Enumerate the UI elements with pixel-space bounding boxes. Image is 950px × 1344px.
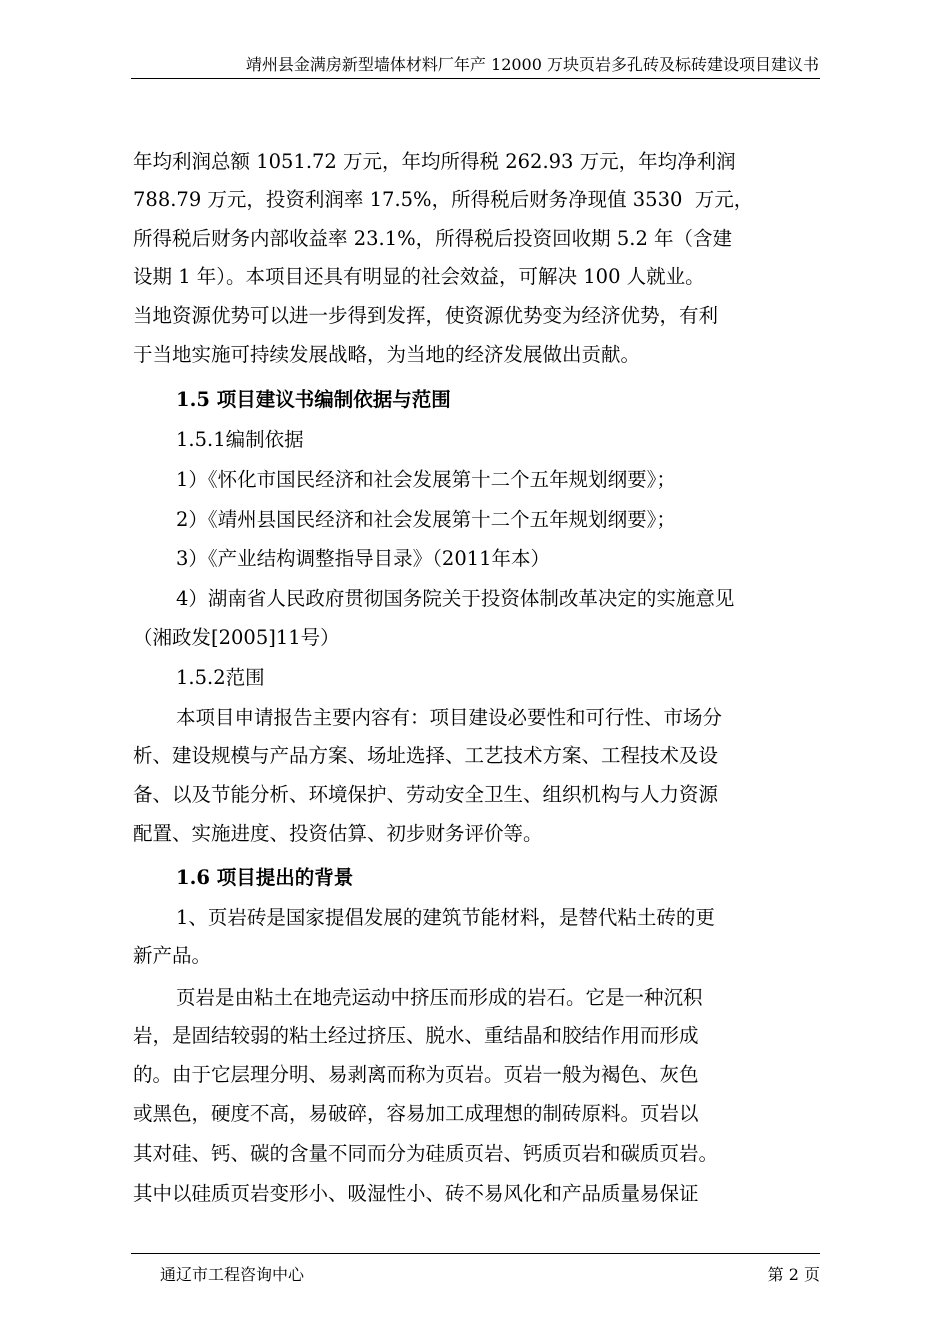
- body-line: 于当地实施可持续发展战略，为当地的经济发展做出贡献。: [133, 343, 641, 366]
- body-line: 新产品。: [133, 944, 212, 967]
- body-line: （湘政发[2005]11号）: [133, 626, 340, 649]
- body-line: 所得税后财务内部收益率 23.1%，所得税后投资回收期 5.2 年（含建: [133, 227, 733, 250]
- body-line: 本项目申请报告主要内容有：项目建设必要性和可行性、市场分: [176, 706, 723, 729]
- section-heading: 1.6 项目提出的背景: [176, 866, 354, 889]
- subsection-heading: 1.5.2范围: [176, 666, 265, 689]
- body-line: 或黑色，硬度不高，易破碎，容易加工成理想的制砖原料。页岩以: [133, 1102, 699, 1125]
- section-heading: 1.5 项目建议书编制依据与范围: [176, 388, 451, 411]
- body-line: 788.79 万元，投资利润率 17.5%，所得税后财务净现值 3530 万元，: [133, 188, 754, 211]
- subsection-heading: 1.5.1编制依据: [176, 428, 304, 451]
- body-line: 析、建设规模与产品方案、场址选择、工艺技术方案、工程技术及设: [133, 744, 719, 767]
- body-line: 其对硅、钙、碳的含量不同而分为硅质页岩、钙质页岩和碳质页岩。: [133, 1142, 719, 1165]
- footer-divider: [131, 1253, 820, 1254]
- list-item: 4）湖南省人民政府贯彻国务院关于投资体制改革决定的实施意见: [176, 587, 735, 610]
- body-line: 1、页岩砖是国家提倡发展的建筑节能材料，是替代粘土砖的更: [176, 906, 715, 929]
- body-line: 岩，是固结较弱的粘土经过挤压、脱水、重结晶和胶结作用而形成: [133, 1024, 699, 1047]
- body-line: 的。由于它层理分明、易剥离而称为页岩。页岩一般为褐色、灰色: [133, 1063, 699, 1086]
- body-line: 页岩是由粘土在地壳运动中挤压而形成的岩石。它是一种沉积: [176, 986, 703, 1009]
- header-divider: [131, 78, 820, 79]
- body-line: 设期 1 年）。本项目还具有明显的社会效益，可解决 100 人就业。: [133, 265, 705, 288]
- body-line: 备、以及节能分析、环境保护、劳动安全卫生、组织机构与人力资源: [133, 783, 719, 806]
- body-line: 配置、实施进度、投资估算、初步财务评价等。: [133, 822, 543, 845]
- footer-organization: 通辽市工程咨询中心: [160, 1265, 305, 1284]
- body-line: 当地资源优势可以进一步得到发挥，使资源优势变为经济优势，有利: [133, 304, 719, 327]
- list-item: 1）《怀化市国民经济和社会发展第十二个五年规划纲要》；: [176, 468, 676, 491]
- body-line: 年均利润总额 1051.72 万元，年均所得税 262.93 万元，年均净利润: [133, 150, 736, 173]
- header-title: 靖州县金满房新型墙体材料厂年产 12000 万块页岩多孔砖及标砖建设项目建议书: [245, 55, 819, 74]
- list-item: 2）《靖州县国民经济和社会发展第十二个五年规划纲要》；: [176, 508, 676, 531]
- list-item: 3）《产业结构调整指导目录》（2011年本）: [176, 547, 551, 570]
- body-line: 其中以硅质页岩变形小、吸湿性小、砖不易风化和产品质量易保证: [133, 1182, 699, 1205]
- page-number: 第 2 页: [767, 1265, 820, 1284]
